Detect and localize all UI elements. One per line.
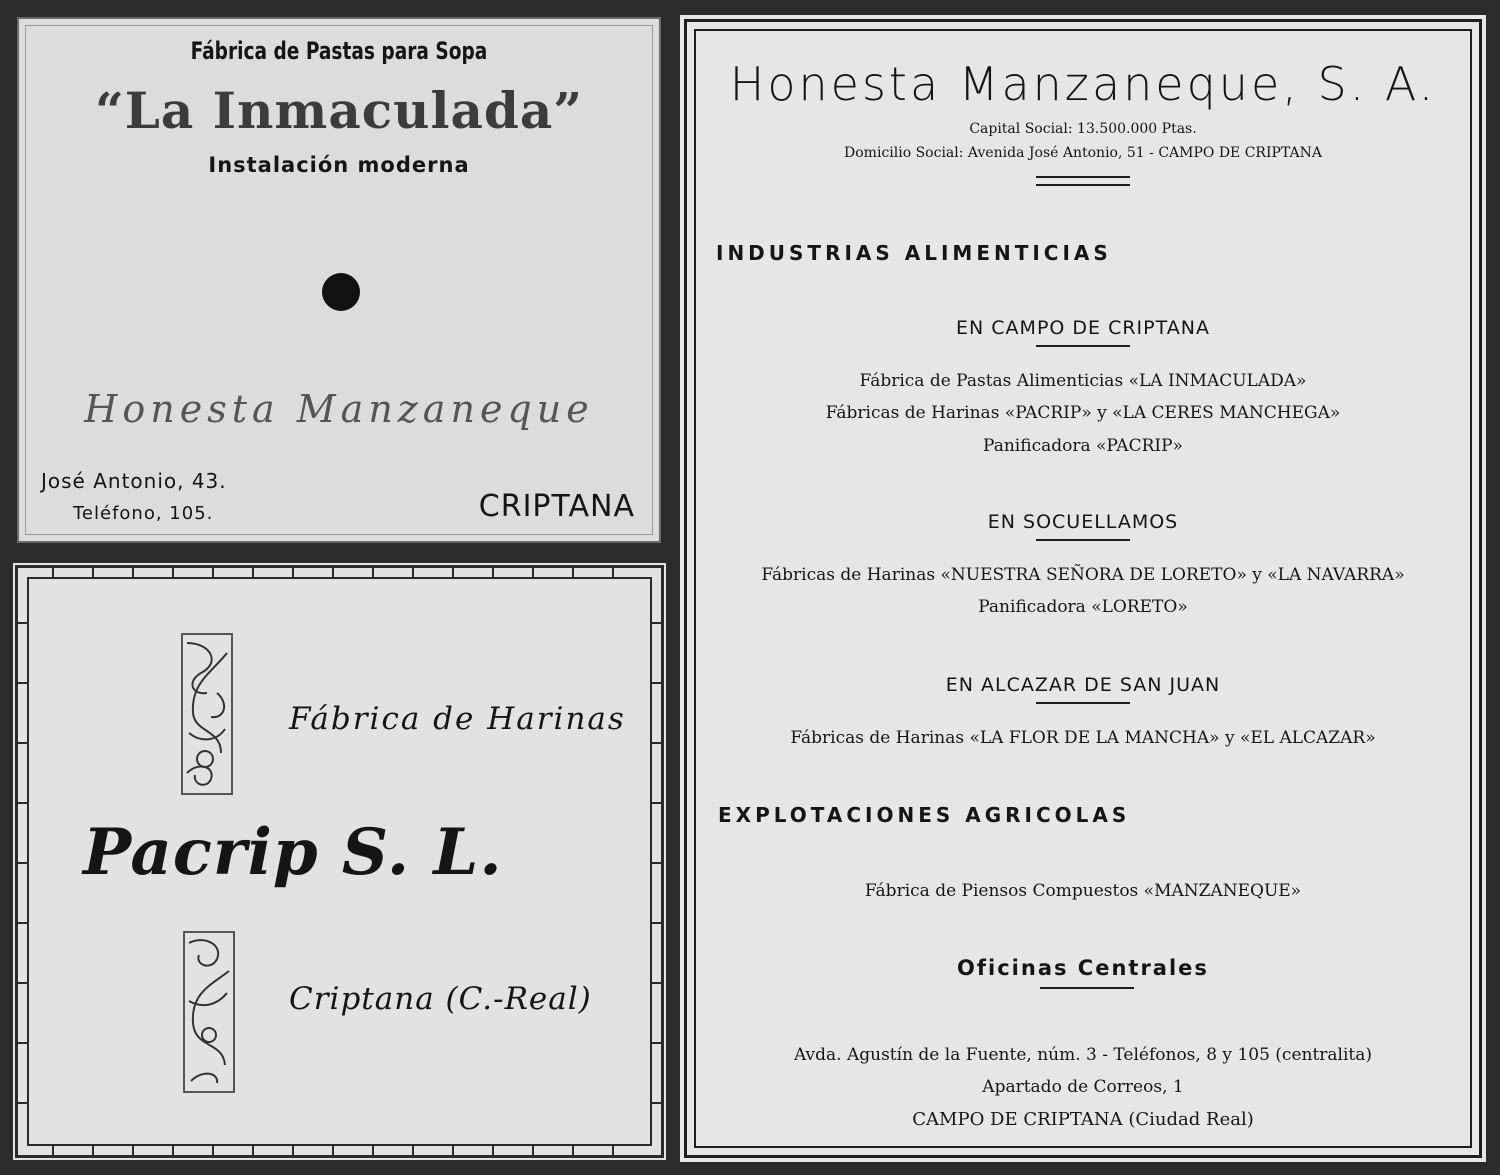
share-capital: Capital Social: 13.500.000 Ptas. bbox=[969, 121, 1197, 137]
ad-heading: Fábrica de Pastas para Sopa bbox=[190, 37, 488, 65]
registered-office: Domicilio Social: Avenida José Antonio, 51 - CAMPO DE CRIPTANA bbox=[844, 145, 1322, 161]
divider bbox=[1036, 539, 1130, 541]
pacrip-advertisement bbox=[13, 563, 666, 1160]
tagline: Instalación moderna bbox=[208, 153, 470, 177]
location-campo-de-criptana: EN CAMPO DE CRIPTANA bbox=[956, 317, 1210, 339]
po-box: Apartado de Correos, 1 bbox=[982, 1077, 1184, 1097]
art-nouveau-ornament-icon bbox=[183, 931, 235, 1093]
company-name: Pacrip S. L. bbox=[83, 815, 503, 890]
company-name: “La Inmaculada” bbox=[94, 81, 584, 140]
location-socuellamos: EN SOCUELLAMOS bbox=[987, 511, 1179, 533]
feed-factory-line: Fábrica de Piensos Compuestos «MANZANEQUE» bbox=[864, 881, 1302, 901]
factory-line: Fábricas de Harinas «PACRIP» y «LA CERES MANCHEGA» bbox=[825, 403, 1341, 423]
factory-line: Panificadora «PACRIP» bbox=[983, 436, 1183, 456]
honesta-manzaneque-advertisement bbox=[680, 15, 1486, 1162]
divider bbox=[1036, 184, 1130, 186]
phone: Teléfono, 105. bbox=[73, 503, 214, 524]
section-agricultural-operations: EXPLOTACIONES AGRICOLAS bbox=[718, 803, 1131, 827]
location-alcazar-de-san-juan: EN ALCAZAR DE SAN JUAN bbox=[945, 674, 1221, 696]
head-offices-heading: Oficinas Centrales bbox=[957, 956, 1209, 980]
owner-signature: Honesta Manzaneque bbox=[84, 387, 594, 431]
town: CRIPTANA bbox=[478, 489, 635, 524]
office-town: CAMPO DE CRIPTANA (Ciudad Real) bbox=[912, 1109, 1254, 1130]
address: José Antonio, 43. bbox=[41, 469, 227, 493]
section-food-industries: INDUSTRIAS ALIMENTICIAS bbox=[716, 241, 1112, 265]
office-address: Avda. Agustín de la Fuente, núm. 3 - Teléfonos, 8 y 105 (centralita) bbox=[793, 1045, 1373, 1065]
inmaculada-advertisement bbox=[17, 17, 661, 543]
divider bbox=[1036, 176, 1130, 178]
art-nouveau-ornament-icon bbox=[181, 633, 233, 795]
factory-line: Panificadora «LORETO» bbox=[978, 597, 1188, 617]
factory-line: Fábrica de Pastas Alimenticias «LA INMACULADA» bbox=[859, 371, 1307, 391]
factory-line: Fábricas de Harinas «LA FLOR DE LA MANCHA» y «EL ALCAZAR» bbox=[790, 728, 1376, 748]
flour-factory-label: Fábrica de Harinas bbox=[289, 701, 626, 737]
inner-border bbox=[694, 29, 1472, 1148]
location: Criptana (C.-Real) bbox=[289, 981, 592, 1017]
dot-icon bbox=[322, 273, 360, 311]
divider bbox=[1036, 345, 1130, 347]
divider bbox=[1040, 987, 1134, 989]
factory-line: Fábricas de Harinas «NUESTRA SEÑORA DE LORETO» y «LA NAVARRA» bbox=[761, 565, 1405, 585]
company-title: Honesta Manzaneque, S. A. bbox=[729, 57, 1437, 111]
divider bbox=[1036, 702, 1130, 704]
